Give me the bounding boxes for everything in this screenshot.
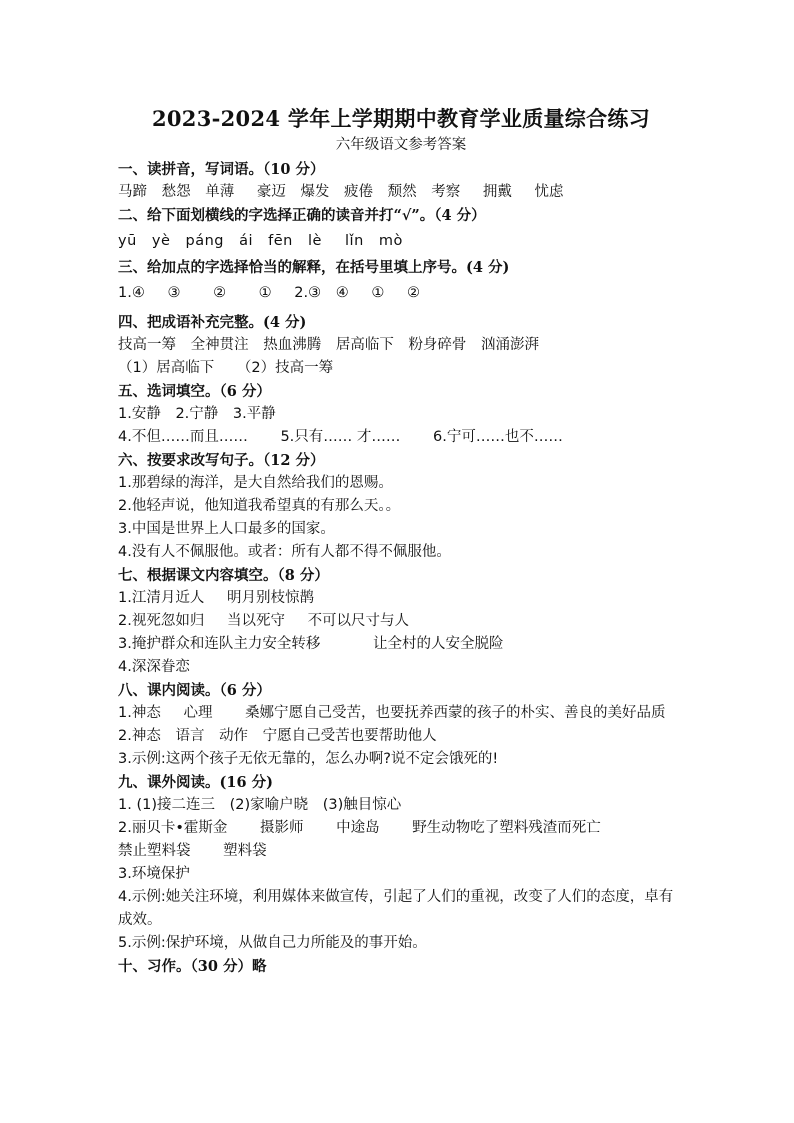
fill-answer: 5.只有…… 才…… — [280, 429, 401, 445]
pinyin-answer: mò — [378, 233, 403, 249]
answer-word: 忧虑 — [534, 184, 564, 200]
section-9-heading: 九、课外阅读。(16 分) — [118, 774, 273, 791]
answer-word: 单薄 — [205, 184, 235, 200]
reading-answer: 摄影师 — [260, 820, 304, 836]
section-5-heading: 五、选词填空。（6 分） — [118, 383, 271, 400]
section-7-line-3 — [118, 633, 684, 656]
reading-answer: 野生动物吃了塑料残渣而死亡 — [412, 820, 601, 836]
fill-answer: 1.安静 — [118, 406, 161, 422]
section-2-answers — [118, 230, 684, 253]
document-title: 2023-2024 学年上学期期中教育学业质量综合练习 — [151, 106, 651, 131]
section-7-line-1 — [118, 587, 684, 610]
recite-answer: 不可以尺寸与人 — [307, 613, 410, 629]
fill-answer: 4.不但……而且…… — [118, 429, 248, 445]
recite-answer: 当以死守 — [226, 613, 285, 629]
section-8-line-3: 3.示例:这两个孩子无依无靠的，怎么办啊?说不定会饿死的! — [118, 751, 499, 767]
recite-answer: 让全村的人安全脱险 — [372, 636, 504, 652]
rewrite-answer: 1.那碧绿的海洋，是大自然给我们的恩赐。 — [118, 475, 393, 491]
idiom-answer: 汹涌澎湃 — [481, 337, 540, 353]
idiom-answer: 技高一筹 — [118, 337, 176, 353]
rewrite-answer: 2.他轻声说，他知道我希望真的有那么天。。 — [118, 498, 401, 514]
choice-answer: ① — [258, 285, 272, 301]
pinyin-answer: yū — [118, 233, 137, 249]
choice-answer: ③ — [167, 285, 181, 301]
section-6-heading: 六、按要求改写句子。（12 分） — [118, 452, 325, 469]
section-3-heading: 三、给加点的字选择恰当的解释，在括号里填上序号。(4 分) — [118, 259, 510, 276]
choice-answer: ② — [406, 285, 420, 301]
choice-answer: 2.③ — [294, 285, 322, 301]
section-1-answers — [118, 181, 684, 204]
section-4-idioms — [118, 334, 684, 357]
section-5-line-2 — [118, 426, 684, 449]
section-10-heading: 十、习作。（30 分）略 — [118, 958, 267, 975]
section-5-line-1 — [118, 403, 684, 426]
section-1-heading: 一、读拼音，写词语。（10 分） — [118, 161, 325, 178]
section-4-subanswers — [118, 357, 684, 380]
pinyin-answer: ái — [239, 233, 254, 249]
section-9-line-5: 5.示例:保护环境，从做自己力所能及的事开始。 — [118, 935, 427, 951]
pinyin-answer: páng — [185, 233, 224, 249]
section-9-line-4: 4.示例:她关注环境，利用媒体来做宣传，引起了人们的重视，改变了人们的态度，卓有成效。 — [118, 889, 674, 928]
recite-answer: 明月别枝惊鹊 — [226, 590, 314, 606]
recite-answer: 1.江清月近人 — [118, 590, 205, 606]
pinyin-answer: lè — [307, 233, 322, 249]
section-8-line-2 — [118, 725, 684, 748]
rewrite-answer: 3.中国是世界上人口最多的国家。 — [118, 521, 335, 537]
section-4-heading: 四、把成语补充完整。(4 分) — [118, 314, 307, 331]
answer-word: 愁怨 — [161, 184, 191, 200]
reading-answer: 1. (1)接二连三 — [118, 797, 215, 813]
section-9-line-2 — [118, 817, 684, 840]
recite-answer: 2.视死忽如归 — [118, 613, 205, 629]
reading-answer: 1.神态 — [118, 705, 161, 721]
answer-word: 爆发 — [300, 184, 330, 200]
answer-word: 颓然 — [387, 184, 417, 200]
answer-word: 豪迈 — [256, 184, 286, 200]
reading-answer: (2)家喻户晓 — [229, 797, 309, 813]
answer-word: 考察 — [431, 184, 461, 200]
reading-answer: (3)触目惊心 — [322, 797, 402, 813]
section-9-line-3: 3.环境保护 — [118, 866, 190, 882]
idiom-answer: 全神贯注 — [190, 337, 249, 353]
section-3-answers — [118, 282, 684, 305]
rewrite-answer: 4.没有人不佩服他。或者：所有人都不得不佩服他。 — [118, 544, 451, 560]
reading-answer: 2.神态 — [118, 728, 161, 744]
choice-answer: ① — [371, 285, 385, 301]
reading-answer: 宁愿自己受苦也要帮助他人 — [262, 728, 437, 744]
fill-answer: 6.宁可……也不…… — [433, 429, 563, 445]
reading-answer: 动作 — [219, 728, 249, 744]
idiom-answer: 粉身碎骨 — [408, 337, 467, 353]
reading-answer: 塑料袋 — [223, 843, 267, 859]
idiom-answer: 居高临下 — [335, 337, 394, 353]
reading-answer: 语言 — [175, 728, 205, 744]
pinyin-answer: lǐn — [345, 233, 364, 249]
choice-answer: ② — [213, 285, 227, 301]
answer-word: 拥戴 — [482, 184, 512, 200]
recite-answer: 3.掩护群众和连队主力安全转移 — [118, 636, 321, 652]
reading-answer: 2.丽贝卡•霍斯金 — [118, 820, 228, 836]
pinyin-answer: fēn — [268, 233, 293, 249]
section-9-line-2b — [118, 840, 684, 863]
choice-answer: ④ — [335, 285, 349, 301]
pinyin-answer: yè — [151, 233, 171, 249]
section-7-line-2 — [118, 610, 684, 633]
section-8-line-1 — [118, 702, 684, 725]
answer-word: 疲倦 — [344, 184, 374, 200]
reading-answer: 桑娜宁愿自己受苦，也要抚养西蒙的孩子的朴实、善良的美好品质 — [245, 705, 666, 721]
section-7-line-4: 4.深深眷恋 — [118, 659, 190, 675]
idiom-answer: 热血沸腾 — [263, 337, 322, 353]
section-9-line-1 — [118, 794, 684, 817]
choice-answer: 1.④ — [118, 285, 145, 301]
reading-answer: 心理 — [183, 705, 213, 721]
section-2-heading: 二、给下面划横线的字选择正确的读音并打“√”。（4 分） — [118, 207, 486, 224]
document-subtitle: 六年级语文参考答案 — [335, 137, 467, 153]
idiom-subanswer: （1）居高临下 — [118, 360, 215, 376]
answer-word: 马蹄 — [118, 184, 147, 200]
answer-sheet — [118, 104, 684, 978]
idiom-subanswer: （2）技高一筹 — [236, 360, 334, 376]
fill-answer: 3.平静 — [232, 406, 276, 422]
reading-answer: 禁止塑料袋 — [118, 843, 191, 859]
fill-answer: 2.宁静 — [175, 406, 219, 422]
section-7-heading: 七、根据课文内容填空。（8 分） — [118, 567, 329, 584]
reading-answer: 中途岛 — [336, 820, 380, 836]
section-8-heading: 八、课内阅读。（6 分） — [118, 682, 271, 699]
